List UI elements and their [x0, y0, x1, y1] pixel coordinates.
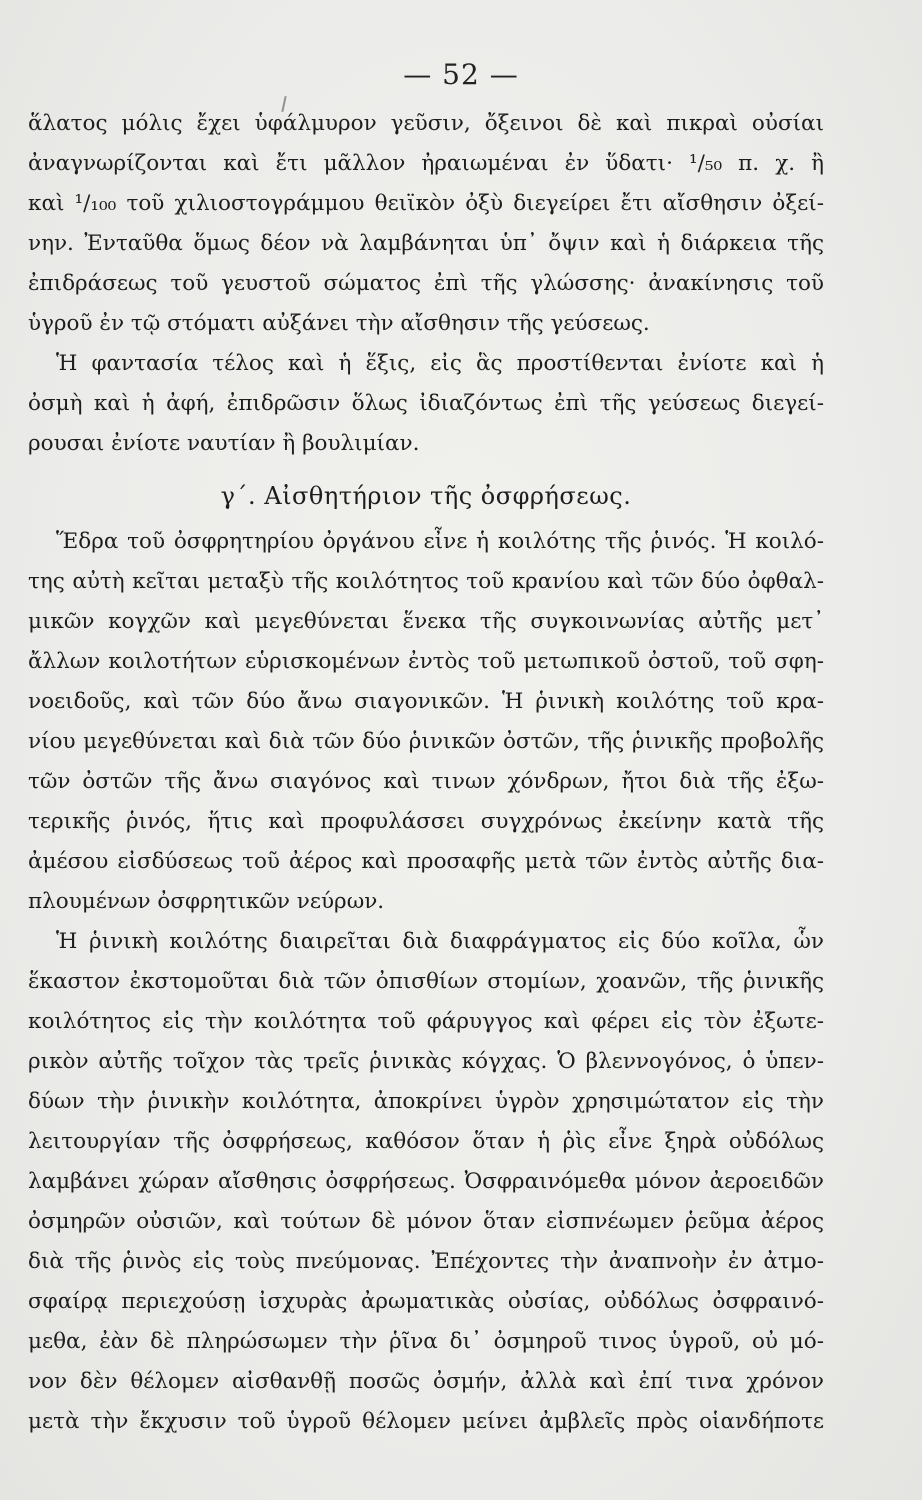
text-line: λειτουργίαν τῆς ὀσφρήσεως, καθόσον ὅταν ἡ ῥὶς εἶνε ξηρὰ οὐδόλως [28, 1129, 824, 1154]
text-line: νην. Ἐνταῦθα ὅμως δέον νὰ λαμβάνηται ὑπ᾿ ὄψιν καὶ ἡ διάρκεια τῆς [28, 231, 824, 256]
text-line: μετὰ τὴν ἔκχυσιν τοῦ ὑγροῦ θέλομεν μείνει ἀμβλεῖς πρὸς οἱανδήποτε [28, 1409, 824, 1434]
text-line: σφαίρᾳ περιεχούσῃ ἰσχυρὰς ἀρωματικὰς οὐσίας, οὐδόλως ὀσφραινό- [28, 1289, 824, 1314]
text-line: νοειδοῦς, καὶ τῶν δύο ἄνω σιαγονικῶν. Ἡ ῥινικὴ κοιλότης τοῦ κρα- [28, 689, 824, 714]
text-line: πλουμένων ὀσφρητικῶν νεύρων. [28, 889, 385, 914]
text-line: ἀναγνωρίζονται καὶ ἔτι μᾶλλον ἠραιωμέναι ἐν ὕδατι· ¹/₅₀ π. χ. ἢ [28, 151, 824, 176]
text-line: διὰ τῆς ῥινὸς εἰς τοὺς πνεύμονας. Ἐπέχοντες τὴν ἀναπνοὴν ἐν ἀτμο- [28, 1249, 824, 1274]
text-line: ὀσμὴ καὶ ἡ ἀφή, ἐπιδρῶσιν ὅλως ἰδιαζόντως ἐπὶ τῆς γεύσεως διεγεί- [28, 391, 824, 416]
text-line: της αὐτὴ κεῖται μεταξὺ τῆς κοιλότητος τοῦ κρανίου καὶ τῶν δύο ὀφθαλ- [28, 569, 824, 594]
text-line: νίου μεγεθύνεται καὶ διὰ τῶν δύο ῥινικῶν ὀστῶν, τῆς ῥινικῆς προβολῆς [28, 729, 824, 754]
text-line: τῶν ὀστῶν τῆς ἄνω σιαγόνος καὶ τινων χόνδρων, ἤτοι διὰ τῆς ἐξω- [28, 769, 824, 794]
text-line: Ἡ ῥινικὴ κοιλότης διαιρεῖται διὰ διαφράγματος εἰς δύο κοῖλα, ὧν [56, 929, 824, 954]
text-line: λαμβάνει χώραν αἴσθησις ὀσφρήσεως. Ὀσφραινόμεθα μόνον ἀεροειδῶν [28, 1169, 824, 1194]
text-line: κοιλότητος εἰς τὴν κοιλότητα τοῦ φάρυγγος καὶ φέρει εἰς τὸν ἐξωτε- [28, 1009, 824, 1034]
text-line: Ἕδρα τοῦ ὀσφρητηρίου ὀργάνου εἶνε ἡ κοιλότης τῆς ῥινός. Ἡ κοιλό- [56, 529, 824, 554]
text-line: ἅλατος μόλις ἔχει ὑφάλμυρον γεῦσιν, ὄξεινοι δὲ καὶ πικραὶ οὐσίαι [28, 111, 824, 136]
text-line: ἕκαστον ἐκστομοῦται διὰ τῶν ὀπισθίων στομίων, χοανῶν, τῆς ῥινικῆς [28, 969, 824, 994]
text-line: ρικὸν αὐτῆς τοῖχον τὰς τρεῖς ῥινικὰς κόγχας. Ὁ βλεννογόνος, ὁ ὑπεν- [28, 1049, 824, 1074]
text-line: ἐπιδράσεως τοῦ γευστοῦ σώματος ἐπὶ τῆς γλώσσης· ἀνακίνησις τοῦ [28, 271, 824, 296]
page-number: — 52 — [403, 58, 519, 91]
text-line: μεθα, ἐὰν δὲ πληρώσωμεν τὴν ῥῖνα δι᾿ ὀσμηροῦ τινος ὑγροῦ, οὐ μό- [28, 1329, 824, 1354]
body-text [28, 104, 824, 1442]
text-line: ὑγροῦ ἐν τῷ στόματι αὐξάνει τὴν αἴσθησιν τῆς γεύσεως. [28, 311, 650, 336]
text-line: δύων τὴν ῥινικὴν κοιλότητα, ἀποκρίνει ὑγρὸν χρησιμώτατον εἰς τὴν [28, 1089, 824, 1114]
text-line: ρουσαι ἐνίοτε ναυτίαν ἢ βουλιμίαν. [28, 431, 420, 456]
text-line: ὀσμηρῶν οὐσιῶν, καὶ τούτων δὲ μόνον ὅταν εἰσπνέωμεν ῥεῦμα ἀέρος [28, 1209, 824, 1234]
text-line: μικῶν κογχῶν καὶ μεγεθύνεται ἕνεκα τῆς συγκοινωνίας αὐτῆς μετ᾿ [28, 609, 824, 634]
text-line: καὶ ¹/₁₀₀ τοῦ χιλιοστογράμμου θειϊκὸν ὀξὺ διεγείρει ἔτι αἴσθησιν ὀξεί- [28, 191, 824, 216]
text-line: νον δὲν θέλομεν αἰσθανθῇ ποσῶς ὀσμήν, ἀλλὰ καὶ ἐπί τινα χρόνον [28, 1369, 824, 1394]
text-line: ἄλλων κοιλοτήτων εὑρισκομένων ἐντὸς τοῦ μετωπικοῦ ὀστοῦ, τοῦ σφη- [28, 649, 824, 674]
text-line: τερικῆς ῥινός, ἥτις καὶ προφυλάσσει συγχρόνως ἐκείνην κατὰ τῆς [28, 809, 824, 834]
section-heading: γ΄. Αἰσθητήριον τῆς ὀσφρήσεως. [220, 482, 632, 510]
text-line: Ἡ φαντασία τέλος καὶ ἡ ἕξις, εἰς ἃς προστίθενται ἐνίοτε καὶ ἡ [56, 351, 824, 376]
text-line: ἀμέσου εἰσδύσεως τοῦ ἀέρος καὶ προσαφῆς μετὰ τῶν ἐντὸς αὐτῆς δια- [28, 849, 824, 874]
